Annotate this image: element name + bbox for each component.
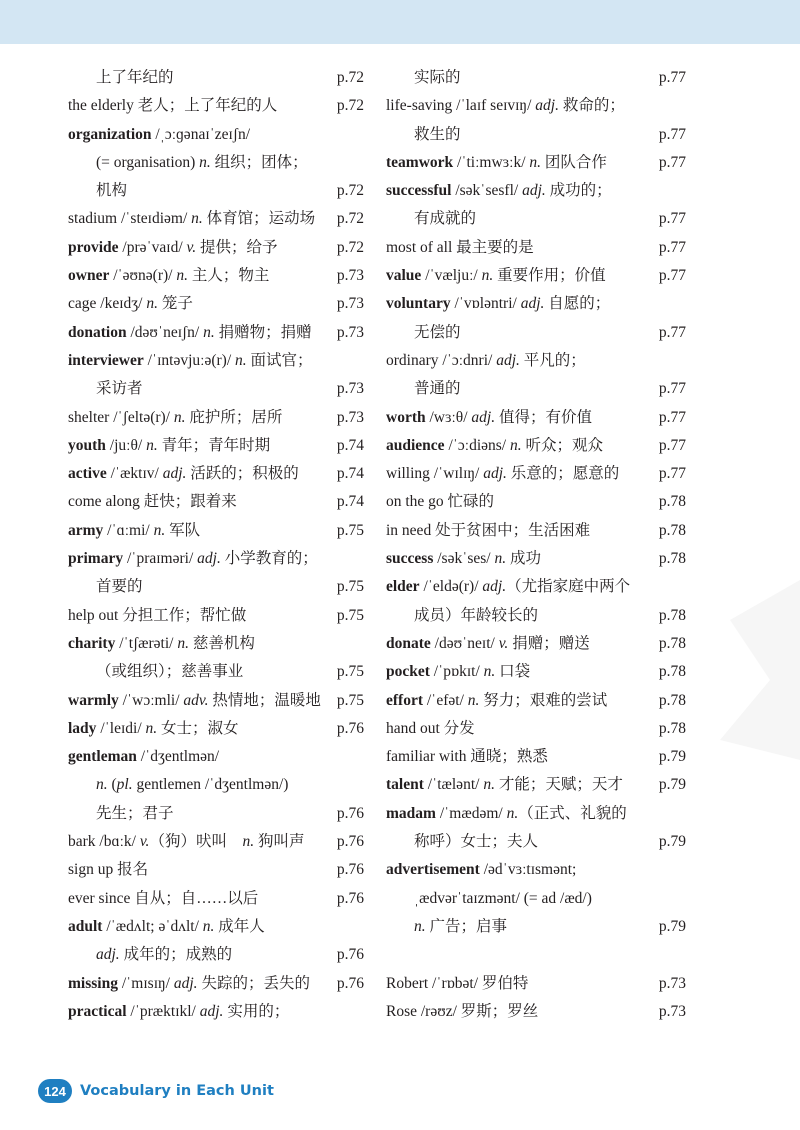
vocab-page-ref: p.72 (336, 238, 364, 256)
vocab-definition: 首要的 (96, 578, 143, 596)
vocab-page-ref: p.77 (658, 323, 686, 341)
vocab-definition: 称呼）女士；夫人 (414, 833, 539, 851)
vocab-definition: Robert /ˈrɒbət/ 罗伯特 (386, 974, 529, 992)
vocab-headword: youth (68, 436, 106, 454)
vocab-definition: willing /ˈwɪlɪŋ/ adj. 乐意的；愿意的 (386, 465, 620, 483)
vocab-entry (68, 941, 364, 969)
vocab-entry-text (386, 205, 655, 233)
vocab-page-ref: p.79 (658, 776, 686, 794)
vocab-entry (68, 149, 364, 177)
vocab-entry (68, 64, 364, 92)
vocab-entry (68, 771, 364, 799)
vocab-entry-text (68, 460, 333, 488)
vocab-page-ref: p.74 (336, 436, 364, 454)
vocab-page-ref: p.73 (658, 974, 686, 992)
vocab-entry (386, 828, 686, 856)
vocab-entry-text (386, 602, 655, 630)
vocab-headword: voluntary (386, 295, 451, 313)
vocab-entry (68, 234, 364, 262)
vocab-entry-text (68, 205, 333, 233)
vocab-entry-text (68, 262, 333, 290)
vocab-definition: familiar with 通晓；熟悉 (386, 748, 548, 766)
vocab-page-ref: p.72 (336, 210, 364, 228)
vocab-headword: teamwork (386, 153, 454, 171)
vocab-headword: warmly (68, 691, 119, 709)
vocab-headword: adult (68, 917, 103, 935)
vocab-headword: owner (68, 267, 110, 285)
vocab-definition: /ˈdʒentlmən/ (136, 748, 220, 766)
vocab-definition: /ədˈvɜːtɪsmənt; (479, 861, 577, 879)
vocab-page-ref: p.79 (658, 833, 686, 851)
vocab-headword: value (386, 267, 422, 285)
vocab-definition: 成员）年龄较长的 (414, 606, 539, 624)
vocab-page-ref: p.73 (336, 408, 364, 426)
vocab-entry (68, 432, 364, 460)
vocab-entry (68, 404, 364, 432)
vocab-entry-text (386, 432, 655, 460)
vocab-entry (68, 998, 364, 1026)
vocab-entry-text (386, 828, 655, 856)
vocab-headword: gentleman (68, 748, 137, 766)
vocab-entry-text (386, 488, 655, 516)
vocab-headword: donation (68, 323, 127, 341)
vocab-entry-text (386, 885, 682, 913)
vocab-entry (68, 856, 364, 884)
vocab-page-ref: p.72 (336, 182, 364, 200)
vocab-definition: /ˈæktɪv/ adj. 活跃的；积极的 (106, 465, 299, 483)
vocab-definition: ˌædvərˈtaɪzmənt/ (= ad /æd/) (414, 889, 592, 907)
vocab-definition: （或组织）；慈善事业 (96, 663, 244, 681)
vocab-entry-text (386, 149, 655, 177)
vocab-page-ref: p.73 (336, 267, 364, 285)
vocab-entry (386, 121, 686, 149)
vocab-entry (68, 658, 364, 686)
vocab-page-ref: p.76 (336, 974, 364, 992)
vocab-definition: /ˈefət/ n. 努力；艰难的尝试 (423, 691, 608, 709)
vocab-definition: in need 处于贫困中；生活困难 (386, 521, 591, 539)
vocab-entry-text (386, 715, 655, 743)
vocab-page-ref: p.73 (336, 323, 364, 341)
vocab-entry (386, 149, 686, 177)
vocab-entry (386, 460, 686, 488)
vocab-entry (68, 885, 364, 913)
vocab-definition: /ˈmɪsɪŋ/ adj. 失踪的；丢失的 (117, 974, 310, 992)
vocab-entry (68, 92, 364, 120)
vocab-page-ref: p.75 (336, 663, 364, 681)
vocab-entry-text (68, 92, 333, 120)
vocab-entry (68, 319, 364, 347)
vocab-definition: /ˈvɒləntri/ adj. 自愿的； (450, 295, 611, 313)
vocab-definition: help out 分担工作；帮忙做 (68, 606, 247, 624)
vocab-entry (386, 432, 686, 460)
vocab-entry-text (386, 262, 655, 290)
vocab-entry (386, 602, 686, 630)
vocab-headword: pocket (386, 663, 430, 681)
vocab-definition: /ˌɔːɡənaɪˈzeɪʃn/ (151, 125, 251, 143)
vocab-page-ref: p.78 (658, 663, 686, 681)
vocab-entry-text (386, 545, 655, 573)
vocab-entry-text (68, 517, 333, 545)
vocab-entry (68, 630, 364, 658)
vocab-entry (386, 771, 686, 799)
vocab-entry-text (68, 913, 360, 941)
vocab-entry (68, 602, 364, 630)
vocab-entry-text (386, 319, 655, 347)
vocab-entry-text (386, 177, 682, 205)
vocab-entry-text (68, 941, 333, 969)
vocab-entry (386, 743, 686, 771)
vocab-definition: come along 赶快；跟着来 (68, 493, 237, 511)
vocab-definition: sign up 报名 (68, 861, 149, 879)
vocab-page-ref: p.79 (658, 917, 686, 935)
vocab-definition: hand out 分发 (386, 719, 475, 737)
vocab-page-ref: p.76 (336, 719, 364, 737)
vocab-entry-text (68, 149, 360, 177)
vocab-page-ref: p.77 (658, 153, 686, 171)
vocab-entry (68, 488, 364, 516)
vocab-page-ref: p.78 (658, 550, 686, 568)
vocab-definition: 采访者 (96, 380, 143, 398)
vocab-entry (68, 545, 364, 573)
vocab-entry (386, 64, 686, 92)
vocab-entry-text (68, 970, 333, 998)
vocab-definition: the elderly 老人；上了年纪的人 (68, 97, 278, 115)
vocab-page-ref: p.76 (336, 946, 364, 964)
vocab-entry (386, 800, 686, 828)
vocab-definition: 先生；君子 (96, 804, 174, 822)
vocab-definition: ordinary /ˈɔːdnri/ adj. 平凡的； (386, 351, 586, 369)
vocab-entry (386, 687, 686, 715)
vocab-definition: most of all 最主要的是 (386, 238, 534, 256)
vocab-definition: /prəˈvaɪd/ v. 提供；给予 (118, 238, 278, 256)
vocab-entry-text (68, 602, 333, 630)
vocab-entry (386, 715, 686, 743)
vocab-page-ref: p.72 (336, 97, 364, 115)
vocab-entry-text (68, 573, 333, 601)
vocab-entry-text (68, 432, 333, 460)
vocab-definition: 救生的 (414, 125, 461, 143)
vocab-entry-text (68, 658, 333, 686)
vocab-entry-text (68, 64, 333, 92)
vocab-entry (386, 347, 686, 375)
vocab-page-ref: p.77 (658, 267, 686, 285)
vocab-headword: madam (386, 804, 436, 822)
vocab-definition: (= organisation) n. 组织；团体； (96, 153, 308, 171)
vocab-entry (68, 205, 364, 233)
vocab-entry (68, 262, 364, 290)
vocab-entry-text (68, 687, 333, 715)
vocab-entry-text (68, 375, 333, 403)
vocab-entry (68, 460, 364, 488)
vocab-headword: interviewer (68, 351, 144, 369)
vocab-definition: 普通的 (414, 380, 461, 398)
vocab-entry (386, 885, 686, 913)
vocab-page-ref: p.75 (336, 521, 364, 539)
vocab-page-ref: p.73 (336, 380, 364, 398)
vocab-entry-text (68, 885, 333, 913)
vocab-entry-text (386, 913, 655, 941)
vocab-entry-text (68, 234, 333, 262)
footer-title: Vocabulary in Each Unit (80, 1083, 274, 1099)
vocab-definition: stadium /ˈsteɪdiəm/ n. 体育馆；运动场 (68, 210, 316, 228)
vocab-entry-text (386, 460, 655, 488)
vocab-page-ref: p.78 (658, 691, 686, 709)
vocab-page-ref: p.78 (658, 606, 686, 624)
vocab-page-ref: p.77 (658, 380, 686, 398)
vocab-headword: successful (386, 182, 452, 200)
page-number-badge: 124 (38, 1079, 72, 1103)
vocab-entry-text (386, 290, 682, 318)
vocab-entry-text (68, 743, 360, 771)
vocab-headword: elder (386, 578, 420, 596)
vocab-entry (386, 205, 686, 233)
vocab-entry (386, 319, 686, 347)
vocab-entry (386, 658, 686, 686)
vocab-entry-text (68, 177, 333, 205)
vocab-definition: /ˈɑːmi/ n. 军队 (103, 521, 201, 539)
vocab-definition: /ˈɪntəvjuːə(r)/ n. 面试官； (143, 351, 313, 369)
vocab-page-ref: p.77 (658, 465, 686, 483)
vocab-entry-text (386, 658, 655, 686)
vocab-definition: /ˈvæljuː/ n. 重要作用；价值 (421, 267, 606, 285)
vocab-entry (386, 545, 686, 573)
vocab-entry-text (68, 828, 333, 856)
vocab-entry-text (386, 687, 655, 715)
vocab-entry-text (386, 771, 655, 799)
vocab-headword: provide (68, 238, 119, 256)
vocab-definition: bark /bɑːk/ v.（狗）吠叫 n. 狗叫声 (68, 833, 305, 851)
vocab-headword: charity (68, 634, 116, 652)
vocab-page-ref: p.76 (336, 861, 364, 879)
vocab-page-ref: p.76 (336, 804, 364, 822)
vocab-entry (68, 347, 364, 375)
vocab-definition: 机构 (96, 182, 128, 200)
vocab-entry-text (68, 347, 360, 375)
vocab-entry (386, 262, 686, 290)
vocab-entry-text (386, 92, 682, 120)
vocab-entry-text (386, 970, 655, 998)
vocab-entry (68, 121, 364, 149)
vocab-page-ref: p.75 (336, 606, 364, 624)
vocab-entry-text (68, 800, 333, 828)
vocab-page-ref: p.74 (336, 465, 364, 483)
vocab-entry (68, 715, 364, 743)
vocab-page-ref: p.76 (336, 833, 364, 851)
vocab-headword: success (386, 550, 434, 568)
vocab-entry-text (68, 290, 333, 318)
vocab-entry-text (386, 234, 655, 262)
vocab-headword: worth (386, 408, 426, 426)
vocab-entry-text (386, 743, 655, 771)
vocab-entry (386, 856, 686, 884)
vocab-definition: /ˈtʃærəti/ n. 慈善机构 (115, 634, 255, 652)
vocab-definition: /ˈædʌlt; əˈdʌlt/ n. 成年人 (102, 917, 265, 935)
vocab-entry-text (68, 771, 360, 799)
vocab-entry (68, 687, 364, 715)
vocab-headword: army (68, 521, 104, 539)
vocab-entry (68, 517, 364, 545)
vocab-page-ref: p.77 (658, 125, 686, 143)
vocab-definition: /dəʊˈneɪt/ v. 捐赠；赠送 (430, 634, 590, 652)
background-decoration (710, 560, 800, 760)
vocab-headword: effort (386, 691, 423, 709)
vocab-definition: life-saving /ˈlaɪf seɪvɪŋ/ adj. 救命的； (386, 97, 625, 115)
vocab-page-ref: p.77 (658, 69, 686, 86)
vocab-page-ref: p.77 (658, 436, 686, 454)
vocab-page-ref: p.77 (658, 238, 686, 256)
vocab-definition: /juːθ/ n. 青年；青年时期 (105, 436, 271, 454)
vocab-entry (386, 630, 686, 658)
vocab-definition: /ˈmædəm/ n.（正式、礼貌的 (435, 804, 627, 822)
vocab-entry-text (386, 404, 655, 432)
vocab-column-right (386, 64, 686, 1026)
vocab-definition: /ˈtælənt/ n. 才能；天赋；天才 (423, 776, 623, 794)
vocab-entry (68, 290, 364, 318)
vocab-entry (386, 913, 686, 941)
vocab-entry-text (386, 121, 655, 149)
vocab-definition: Rose /rəʊz/ 罗斯；罗丝 (386, 1002, 539, 1020)
vocab-entry (68, 913, 364, 941)
vocab-entry (386, 177, 686, 205)
vocab-entry-text (68, 488, 333, 516)
vocab-definition: /ˈleɪdi/ n. 女士；淑女 (96, 719, 239, 737)
vocab-entry-text (68, 545, 360, 573)
vocab-definition: on the go 忙碌的 (386, 493, 495, 511)
vocab-page-ref: p.79 (658, 748, 686, 766)
vocab-page-ref: p.78 (658, 521, 686, 539)
vocab-entry-text (68, 121, 360, 149)
vocab-entry (386, 290, 686, 318)
vocab-definition: shelter /ˈʃeltə(r)/ n. 庇护所；居所 (68, 408, 283, 426)
vocab-definition: /ˈtiːmwɜːk/ n. 团队合作 (453, 153, 607, 171)
vocab-definition: /ˈpɒkɪt/ n. 口袋 (429, 663, 531, 681)
vocab-headword: lady (68, 719, 97, 737)
vocab-entry-text (68, 715, 333, 743)
vocab-entry (386, 234, 686, 262)
vocab-entry-text (386, 856, 682, 884)
vocab-entry (386, 970, 686, 998)
vocab-entry-text (386, 800, 682, 828)
top-color-band (0, 0, 800, 44)
vocab-headword: advertisement (386, 861, 480, 879)
vocab-headword: primary (68, 550, 124, 568)
vocab-headword: active (68, 465, 107, 483)
vocab-page-ref: p.73 (658, 1002, 686, 1020)
vocab-entry (386, 517, 686, 545)
vocab-entry-text (386, 998, 655, 1026)
vocab-page-ref: p.77 (658, 408, 686, 426)
vocab-definition: /ˈpraɪməri/ adj. 小学教育的； (123, 550, 318, 568)
vocab-headword: missing (68, 974, 118, 992)
vocab-page-ref: p.78 (658, 719, 686, 737)
vocab-entry (386, 998, 686, 1026)
vocab-entry (68, 970, 364, 998)
vocab-headword: practical (68, 1002, 127, 1020)
vocab-page-ref: p.78 (658, 634, 686, 652)
vocab-entry (68, 177, 364, 205)
vocab-definition: /ˈeldə(r)/ adj.（尤指家庭中两个 (419, 578, 631, 596)
vocab-definition: /ˈɔːdiəns/ n. 听众；观众 (444, 436, 604, 454)
vocab-entry-text (68, 319, 333, 347)
vocab-page-ref: p.72 (336, 69, 364, 86)
vocab-definition: /ˈəʊnə(r)/ n. 主人；物主 (109, 267, 270, 285)
vocab-page-ref: p.75 (336, 578, 364, 596)
vocab-page-ref: p.74 (336, 493, 364, 511)
vocab-definition: cage /keɪdʒ/ n. 笼子 (68, 295, 193, 313)
vocab-definition: 上了年纪的 (96, 69, 174, 86)
vocab-headword: organization (68, 125, 152, 143)
vocab-page-ref: p.76 (336, 889, 364, 907)
vocab-entry-text (386, 347, 682, 375)
vocab-entry-text (386, 64, 655, 92)
vocab-definition: n. 广告；启事 (414, 917, 508, 935)
vocab-column-left (68, 64, 364, 1026)
vocab-definition: /səkˈsesfl/ adj. 成功的； (451, 182, 612, 200)
vocab-page-ref: p.78 (658, 493, 686, 511)
vocab-entry (386, 404, 686, 432)
vocab-entry (386, 488, 686, 516)
vocab-definition: n. (pl. gentlemen /ˈdʒentlmən/) (96, 776, 289, 794)
vocab-entry (386, 941, 686, 969)
vocab-entry-text (68, 630, 360, 658)
vocab-definition: ever since 自从；自……以后 (68, 889, 259, 907)
vocab-definition: /wɜːθ/ adj. 值得；有价值 (425, 408, 592, 426)
vocab-headword: talent (386, 776, 424, 794)
vocab-entry (68, 828, 364, 856)
vocab-entry (386, 375, 686, 403)
vocab-entry-text (68, 998, 360, 1026)
vocab-entry (386, 573, 686, 601)
vocab-entry-text (386, 573, 682, 601)
vocab-entry (68, 800, 364, 828)
vocab-entry (68, 375, 364, 403)
vocab-definition: /səkˈses/ n. 成功 (433, 550, 542, 568)
vocab-headword: audience (386, 436, 445, 454)
vocab-entry (68, 573, 364, 601)
vocab-page-ref: p.73 (336, 295, 364, 313)
page-footer (38, 1077, 274, 1105)
vocab-definition: 无偿的 (414, 323, 461, 341)
vocab-entry-text (386, 630, 655, 658)
vocab-page-ref: p.77 (658, 210, 686, 228)
vocab-entry (68, 743, 364, 771)
vocab-entry-text (68, 856, 333, 884)
vocab-definition: /ˈwɔːmli/ adv. 热情地；温暖地 (118, 691, 321, 709)
vocab-definition: /ˈpræktɪkl/ adj. 实用的； (126, 1002, 290, 1020)
vocab-page-ref: p.75 (336, 691, 364, 709)
vocab-headword: donate (386, 634, 431, 652)
vocab-definition: /dəʊˈneɪʃn/ n. 捐赠物；捐赠 (126, 323, 312, 341)
vocab-entry-text (386, 375, 655, 403)
vocab-entry-text (386, 517, 655, 545)
vocab-definition: 实际的 (414, 69, 461, 86)
vocab-entry-text (68, 404, 333, 432)
vocab-entry (386, 92, 686, 120)
vocab-definition: 有成就的 (414, 210, 477, 228)
vocab-definition: adj. 成年的；成熟的 (96, 946, 233, 964)
